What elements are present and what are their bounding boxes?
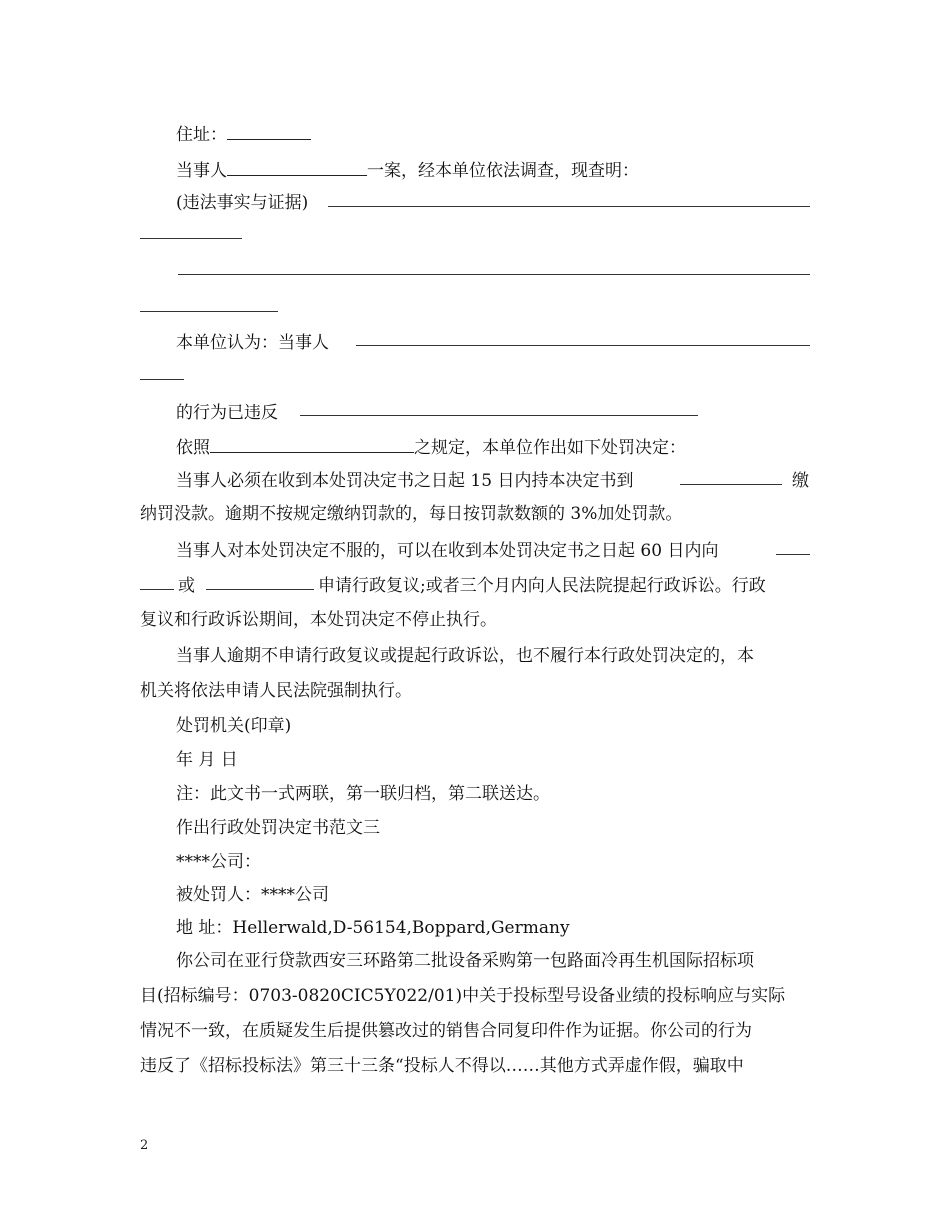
appeal-rule-1 <box>776 554 810 555</box>
date-line: 年 月 日 <box>176 750 238 770</box>
opinion-rule-1 <box>356 345 810 346</box>
body-line-1: 你公司在亚行贷款西安三环路第二批设备采购第一包路面冷再生机国际招标项 <box>176 951 754 971</box>
violation-line <box>176 398 278 423</box>
party-name-blank <box>227 157 367 176</box>
facts-rule-1 <box>328 206 810 207</box>
party-suffix: 一案，经本单位依法调查，现查明： <box>367 161 639 181</box>
payment-line1-prefix: 当事人必须在收到本处罚决定书之日起 15 日内持本决定书到 <box>176 471 634 491</box>
address-field-line <box>176 120 311 145</box>
appeal-or: 或 <box>178 576 195 596</box>
basis-line <box>176 433 686 458</box>
opinion-line <box>176 328 329 353</box>
address-blank <box>227 121 311 140</box>
basis-blank <box>210 434 414 453</box>
facts-label-line <box>176 188 308 213</box>
facts-rule-3 <box>178 274 810 275</box>
page-number: 2 <box>140 1138 149 1153</box>
appeal-line-3: 复议和行政诉讼期间，本处罚决定不停止执行。 <box>140 610 497 630</box>
punished-party: 被处罚人：****公司 <box>176 885 329 905</box>
body-line-3: 情况不一致，在质疑发生后提供篡改过的销售合同复印件作为证据。你公司的行为 <box>140 1021 752 1041</box>
opinion-prefix: 本单位认为：当事人 <box>176 333 329 353</box>
enforce-line-2: 机关将依法申请人民法院强制执行。 <box>140 681 412 701</box>
address-label: 住址： <box>176 125 227 145</box>
appeal-rule-2 <box>140 589 174 590</box>
note-line: 注：此文书一式两联，第一联归档，第二联送达。 <box>176 784 550 804</box>
payment-place-rule <box>680 484 782 485</box>
appeal-rule-3 <box>206 589 314 590</box>
basis-suffix: 之规定，本单位作出如下处罚决定： <box>414 438 686 458</box>
appeal-line-1: 当事人对本处罚决定不服的，可以在收到本处罚决定书之日起 60 日内向 <box>176 541 719 561</box>
party-prefix: 当事人 <box>176 161 227 181</box>
payment-line1-suffix: 缴 <box>792 471 809 491</box>
opinion-rule-2 <box>140 379 184 380</box>
sample-title: 作出行政处罚决定书范文三 <box>176 818 380 838</box>
body-line-2: 目(招标编号：0703-0820CIC5Y022/01)中关于投标型号设备业绩的投标响应与实际 <box>140 986 786 1006</box>
violation-prefix: 的行为已违反 <box>176 403 278 423</box>
address-line: 地 址：Hellerwald,D-56154,Boppard,Germany <box>176 918 570 938</box>
facts-label: (违法事实与证据) <box>176 193 309 213</box>
facts-rule-2 <box>140 238 242 239</box>
authority-seal: 处罚机关(印章) <box>176 716 292 736</box>
company-salutation: ****公司： <box>176 852 261 872</box>
payment-line-1 <box>176 466 633 491</box>
enforce-line-1: 当事人逾期不申请行政复议或提起行政诉讼，也不履行本行政处罚决定的，本 <box>176 646 754 666</box>
facts-rule-4 <box>140 311 278 312</box>
body-line-4: 违反了《招标投标法》第三十三条“投标人不得以……其他方式弄虚作假，骗取中 <box>140 1056 744 1076</box>
basis-prefix: 依照 <box>176 438 210 458</box>
payment-line-2: 纳罚没款。逾期不按规定缴纳罚款的，每日按罚款数额的 3%加处罚款。 <box>140 504 683 524</box>
party-case-line <box>176 156 639 181</box>
violation-rule <box>300 415 698 416</box>
appeal-line2-suffix: 申请行政复议;或者三个月内向人民法院提起行政诉讼。行政 <box>318 576 766 596</box>
